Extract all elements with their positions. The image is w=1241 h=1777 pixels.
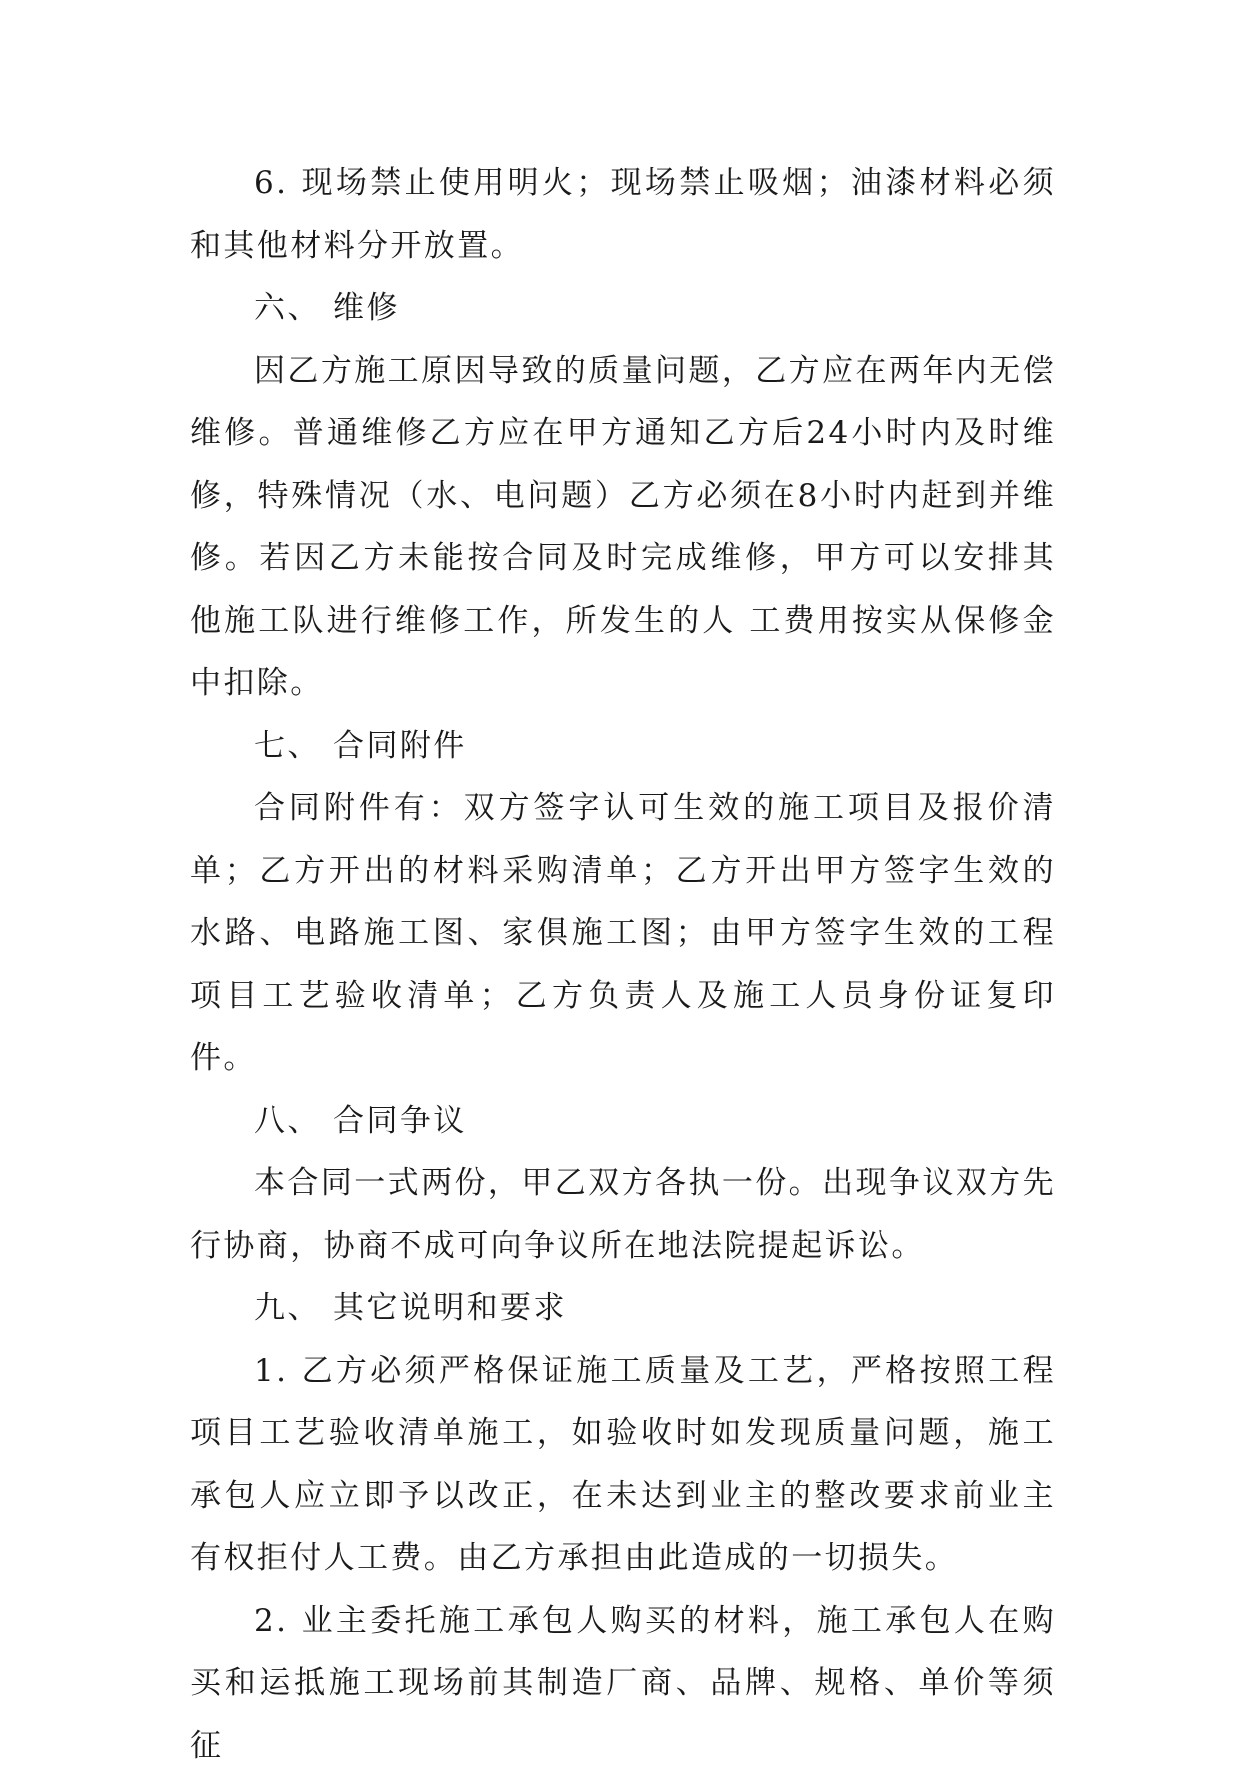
- section-heading-maintenance: 六、 维修: [190, 277, 1056, 340]
- section-heading-disputes: 八、 合同争议: [190, 1090, 1056, 1153]
- paragraph-item-1: 1. 乙方必须严格保证施工质量及工艺，严格按照工程项目工艺验收清单施工，如验收时如发现质量问题，施工承包人应立即予以改正，在未达到业主的整改要求前业主有权拒付人工费。由乙方承担由此造成的一切损失。: [190, 1340, 1056, 1590]
- paragraph-maintenance: 因乙方施工原因导致的质量问题，乙方应在两年内无偿维修。普通维修乙方应在甲方通知乙方后24小时内及时维修，特殊情况（水、电问题）乙方必须在8小时内赶到并维修。若因乙方未能按合同及时完成维修，甲方可以安排其他施工队进行维修工作，所发生的人 工费用按实从保修金中扣除。: [190, 340, 1056, 715]
- section-heading-attachments: 七、 合同附件: [190, 715, 1056, 778]
- paragraph-rule-6: 6. 现场禁止使用明火；现场禁止吸烟；油漆材料必须和其他材料分开放置。: [190, 152, 1056, 277]
- paragraph-disputes: 本合同一式两份，甲乙双方各执一份。出现争议双方先行协商，协商不成可向争议所在地法院提起诉讼。: [190, 1152, 1056, 1277]
- paragraph-item-2: 2. 业主委托施工承包人购买的材料，施工承包人在购买和运抵施工现场前其制造厂商、品牌、规格、单价等须征: [190, 1590, 1056, 1777]
- paragraph-attachments: 合同附件有：双方签字认可生效的施工项目及报价清单；乙方开出的材料采购清单；乙方开出甲方签字生效的水路、电路施工图、家俱施工图；由甲方签字生效的工程项目工艺验收清单；乙方负责人及施工人员身份证复印件。: [190, 777, 1056, 1090]
- section-heading-other-requirements: 九、 其它说明和要求: [190, 1277, 1056, 1340]
- document-body: [190, 152, 1056, 1777]
